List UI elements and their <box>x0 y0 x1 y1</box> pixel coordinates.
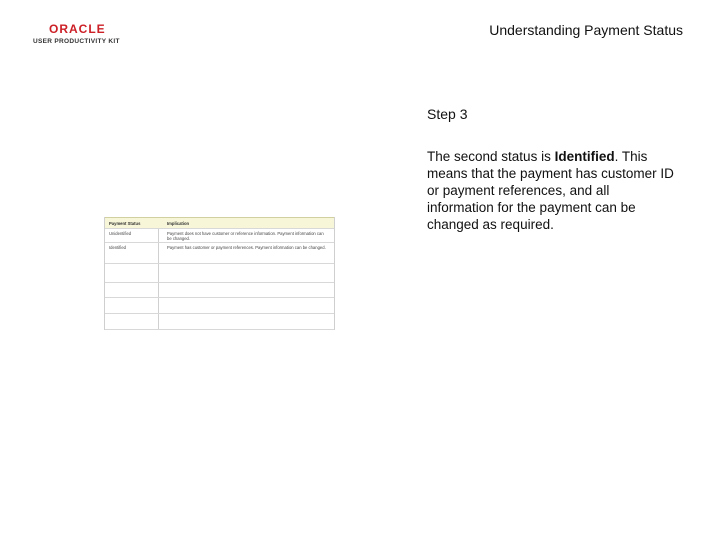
table-row <box>105 243 334 264</box>
implication-cell: Payment has customer or payment references. Payment information can be changed. <box>167 245 326 250</box>
table-row <box>105 298 334 314</box>
page-title: Understanding Payment Status <box>489 22 683 38</box>
oracle-upk-logo <box>33 22 128 48</box>
table-row <box>105 314 334 330</box>
desc-text-before: The second status is <box>427 149 555 164</box>
table-row <box>105 264 334 283</box>
status-cell: Unidentified <box>109 231 132 236</box>
payment-status-table <box>104 217 335 330</box>
implication-cell: Payment does not have customer or reference information. Payment information can be changed. <box>167 231 324 241</box>
logo-subtitle: USER PRODUCTIVITY KIT <box>33 38 120 45</box>
step-label: Step 3 <box>427 106 468 122</box>
status-cell: Identified <box>109 245 126 250</box>
desc-status-name: Identified <box>554 149 615 164</box>
logo-brand: ORACLE <box>49 22 106 36</box>
column-header-implication: Implication <box>167 221 190 226</box>
column-header-status: Payment Status <box>109 221 141 226</box>
table-row <box>105 229 334 243</box>
desc-text-after: . This means that the payment has customer ID or payment references, and all information for the payment can be changed as required. <box>427 149 674 232</box>
table-row <box>105 283 334 298</box>
step-description <box>427 148 677 233</box>
table-header-row <box>105 217 334 229</box>
